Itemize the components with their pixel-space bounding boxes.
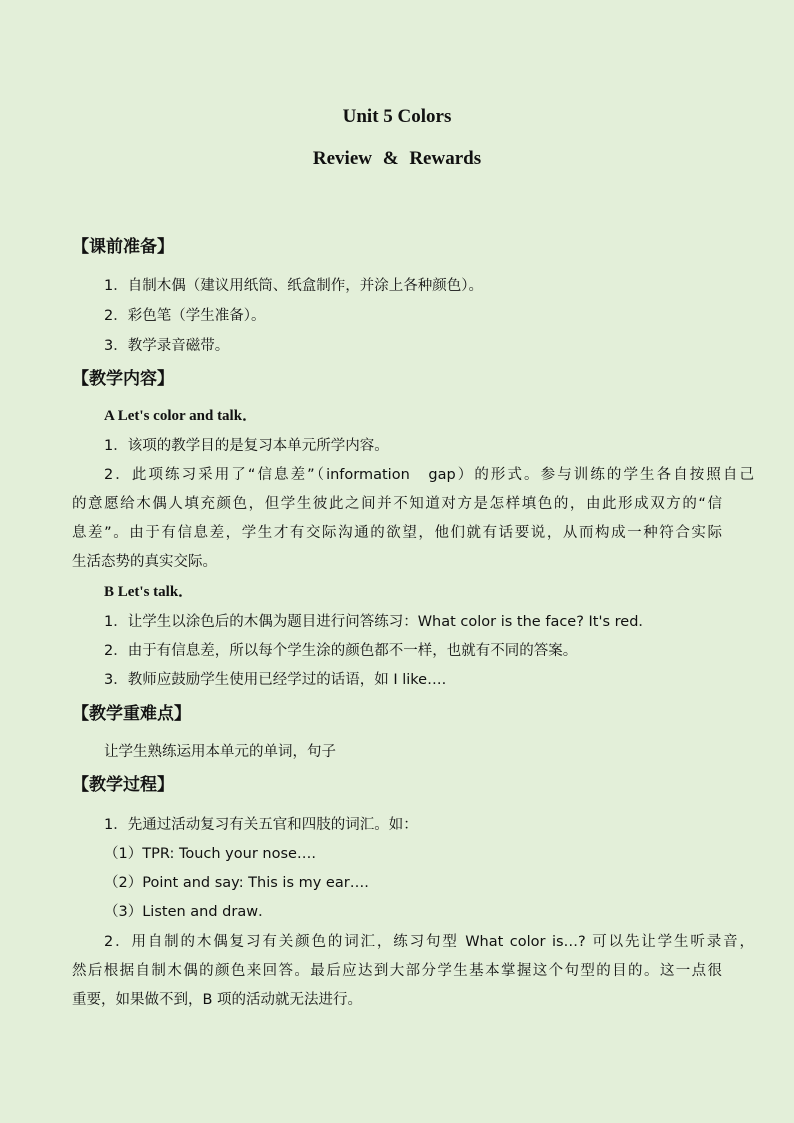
document-title: Unit 5 Colors bbox=[342, 106, 452, 127]
process-item: 2．用自制的木偶复习有关颜色的词汇，练习句型 What color is…? 可以先让学生听录音， bbox=[104, 934, 754, 950]
process-item: 1．先通过活动复习有关五官和四肢的词汇。如： bbox=[104, 817, 418, 833]
content-b-item: 1．让学生以涂色后的木偶为题目进行问答练习：What color is the face? It's red． bbox=[104, 614, 653, 630]
content-b-title: B Let's talk． bbox=[104, 584, 194, 600]
section-heading-key: 【教学重难点】 bbox=[72, 704, 191, 724]
document-subtitle: Review & Rewards bbox=[312, 148, 482, 169]
content-a-item: 生活态势的真实交际。 bbox=[72, 554, 217, 570]
section-heading-content: 【教学内容】 bbox=[72, 369, 174, 389]
content-a-item: 的意愿给木偶人填充颜色，但学生彼此之间并不知道对方是怎样填色的，由此形成双方的“信 bbox=[72, 496, 722, 512]
content-a-item: 2．此项练习采用了“信息差”（information gap）的形式。参与训练的学生各自按照自己 bbox=[104, 467, 754, 483]
content-a-item: 1．该项的教学目的是复习本单元所学内容。 bbox=[104, 438, 389, 454]
process-item: 然后根据自制木偶的颜色来回答。最后应达到大部分学生基本掌握这个句型的目的。这一点很 bbox=[72, 963, 722, 979]
process-item: （2）Point and say: This is my ear…. bbox=[104, 875, 369, 891]
prep-item: 2．彩色笔（学生准备）。 bbox=[104, 308, 266, 324]
section-heading-prep: 【课前准备】 bbox=[72, 237, 174, 257]
key-text: 让学生熟练运用本单元的单词，句子 bbox=[104, 744, 336, 760]
content-b-item: 2．由于有信息差，所以每个学生涂的颜色都不一样，也就有不同的答案。 bbox=[104, 643, 578, 659]
section-heading-process: 【教学过程】 bbox=[72, 775, 174, 795]
content-b-item: 3．教师应鼓励学生使用已经学过的话语，如 I like…. bbox=[104, 672, 447, 688]
process-item: （3）Listen and draw． bbox=[104, 904, 273, 920]
prep-item: 3．教学录音磁带。 bbox=[104, 338, 230, 354]
content-a-item: 息差”。由于有信息差，学生才有交际沟通的欲望，他们就有话要说，从而构成一种符合实际 bbox=[72, 525, 722, 541]
prep-item: 1．自制木偶（建议用纸筒、纸盒制作，并涂上各种颜色）。 bbox=[104, 278, 483, 294]
content-a-title: A Let's color and talk． bbox=[104, 408, 258, 424]
process-item: （1）TPR: Touch your nose…. bbox=[104, 846, 317, 862]
process-item: 重要，如果做不到，B 项的活动就无法进行。 bbox=[72, 992, 363, 1008]
